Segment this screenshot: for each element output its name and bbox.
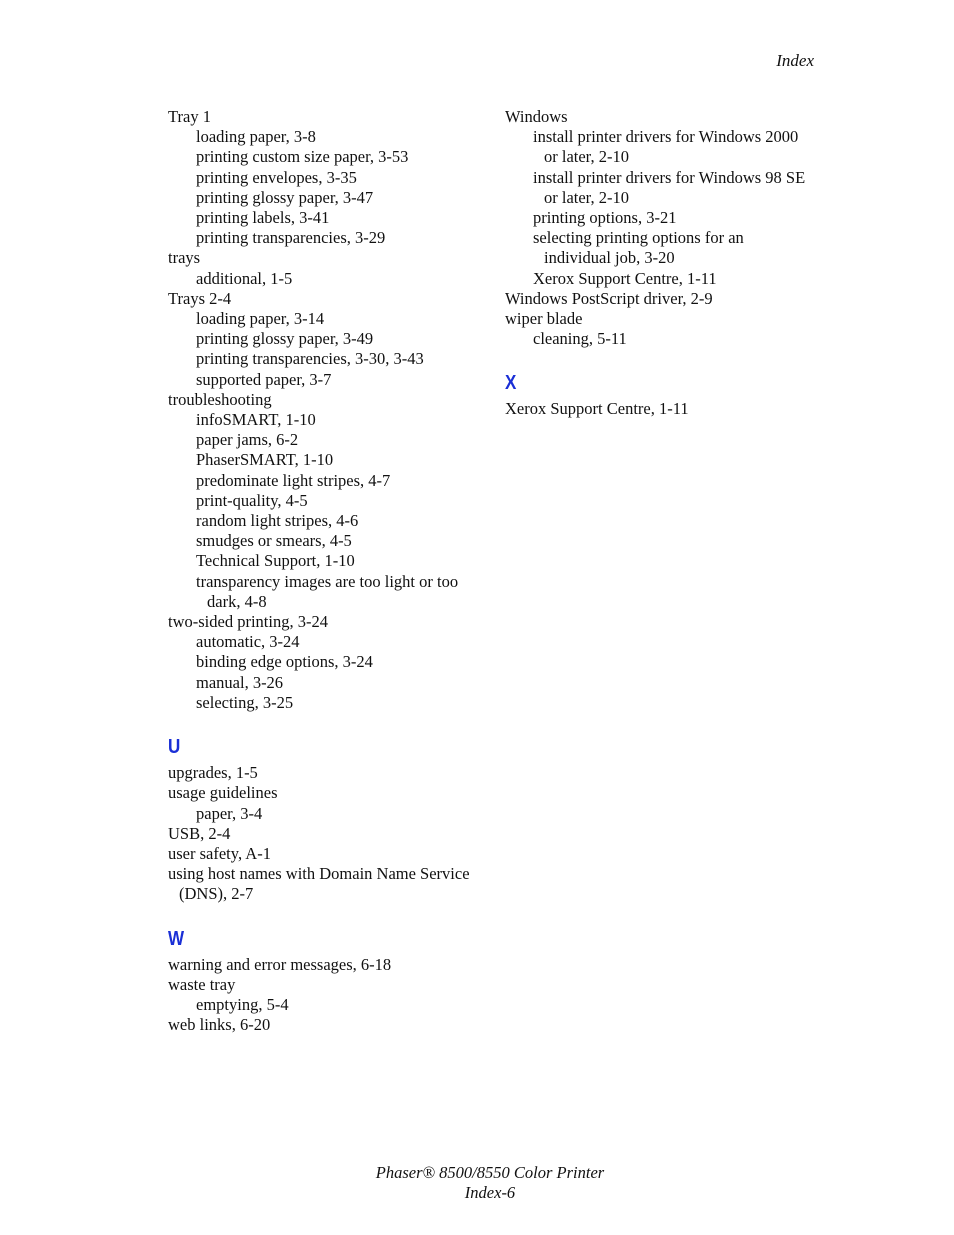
footer-page-number: Index-6: [464, 1183, 516, 1202]
index-section-letter: X: [505, 372, 517, 395]
index-subentry: infoSMART, 1-10: [196, 410, 316, 430]
index-subentry: automatic, 3-24: [196, 632, 300, 652]
index-subentry: install printer drivers for Windows 98 SE: [533, 167, 806, 187]
index-subentry: Xerox Support Centre, 1-11: [533, 268, 717, 288]
index-subentry: additional, 1-5: [196, 268, 293, 288]
index-subentry: printing glossy paper, 3-47: [196, 187, 374, 207]
index-entry: two-sided printing, 3-24: [168, 612, 328, 632]
index-subentry: printing glossy paper, 3-49: [196, 329, 374, 349]
index-subentry: binding edge options, 3-24: [196, 652, 373, 672]
index-entry: warning and error messages, 6-18: [168, 954, 392, 974]
index-subentry: emptying, 5-4: [196, 994, 289, 1014]
index-subentry: manual, 3-26: [196, 672, 284, 692]
index-subentry: printing options, 3-21: [533, 208, 677, 228]
index-subentry: print-quality, 4-5: [196, 490, 308, 510]
index-entry: (DNS), 2-7: [179, 884, 254, 904]
running-header: Index: [776, 51, 814, 70]
index-subentry: printing envelopes, 3-35: [196, 167, 357, 187]
index-subentry: printing transparencies, 3-30, 3-43: [196, 349, 424, 369]
index-subentry: printing transparencies, 3-29: [196, 228, 386, 248]
index-subentry: printing labels, 3-41: [196, 208, 330, 228]
index-subentry: transparency images are too light or too: [196, 571, 459, 591]
index-entry: web links, 6-20: [168, 1015, 271, 1035]
index-subentry: smudges or smears, 4-5: [196, 531, 352, 551]
index-subentry: random light stripes, 4-6: [196, 511, 359, 531]
index-subentry: Technical Support, 1-10: [196, 551, 355, 571]
footer-product-name: Phaser® 8500/8550 Color Printer: [375, 1163, 605, 1182]
index-entry: wiper blade: [505, 309, 583, 329]
index-subentry: paper jams, 6-2: [196, 430, 299, 450]
index-entry: using host names with Domain Name Service: [168, 864, 470, 884]
index-entry: Windows: [505, 107, 568, 126]
index-subentry: PhaserSMART, 1-10: [196, 450, 334, 470]
index-column-right: [505, 107, 825, 420]
index-column-left: [168, 107, 488, 1035]
index-entry: Xerox Support Centre, 1-11: [505, 399, 689, 419]
index-section-letter: W: [168, 927, 185, 950]
index-subentry: printing custom size paper, 3-53: [196, 147, 409, 167]
index-entry: user safety, A-1: [168, 843, 271, 863]
page-footer: [0, 1163, 954, 1203]
index-entry: Trays 2-4: [168, 288, 232, 308]
index-entry: waste tray: [168, 974, 236, 994]
index-subentry: selecting, 3-25: [196, 692, 294, 712]
index-subentry: or later, 2-10: [544, 147, 630, 167]
index-entry: usage guidelines: [168, 783, 278, 803]
index-subentry: loading paper, 3-14: [196, 309, 325, 329]
index-entry: troubleshooting: [168, 389, 272, 409]
index-subentry: dark, 4-8: [207, 591, 267, 611]
index-entry: upgrades, 1-5: [168, 763, 258, 783]
index-subentry: cleaning, 5-11: [533, 329, 627, 349]
index-subentry: individual job, 3-20: [544, 248, 675, 268]
index-entry: trays: [168, 248, 201, 268]
index-entry: Tray 1: [168, 107, 211, 126]
index-entry: USB, 2-4: [168, 823, 231, 843]
index-subentry: predominate light stripes, 4-7: [196, 470, 391, 490]
index-subentry: supported paper, 3-7: [196, 369, 332, 389]
index-subentry: paper, 3-4: [196, 803, 263, 823]
index-entry: Windows PostScript driver, 2-9: [505, 288, 713, 308]
index-subentry: install printer drivers for Windows 2000: [533, 127, 799, 147]
index-subentry: loading paper, 3-8: [196, 127, 316, 147]
index-section-letter: U: [168, 736, 181, 759]
index-subentry: or later, 2-10: [544, 187, 630, 207]
index-subentry: selecting printing options for an: [533, 228, 744, 248]
